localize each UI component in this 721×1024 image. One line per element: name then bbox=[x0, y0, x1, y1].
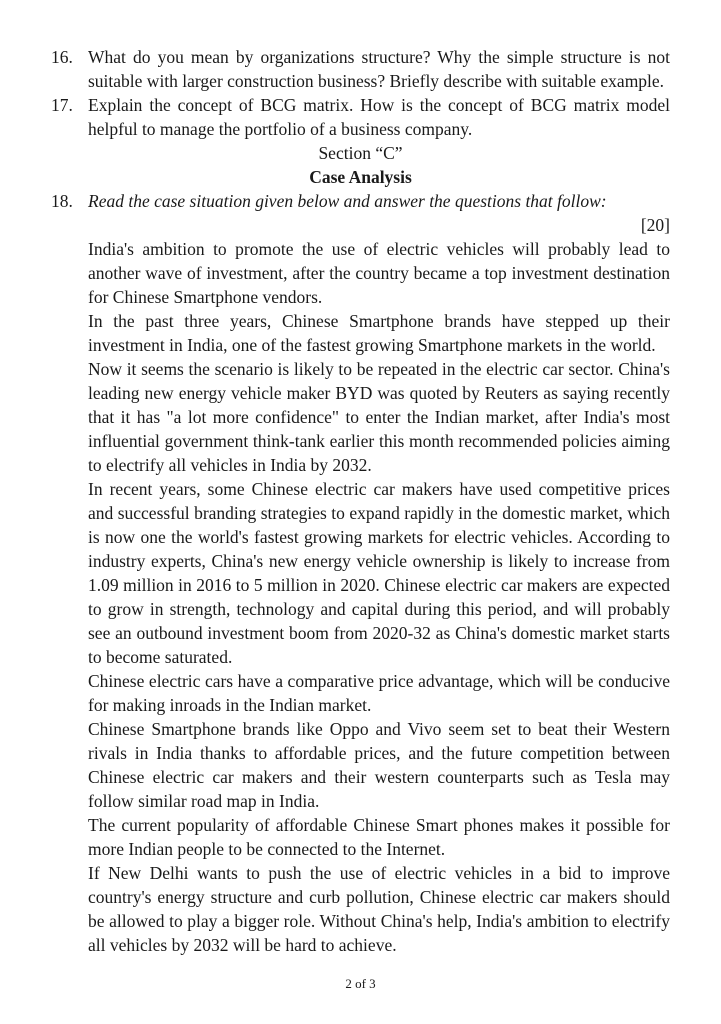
question-number: 17. bbox=[51, 95, 73, 115]
question-item-16 bbox=[51, 45, 670, 93]
section-heading: Section “C” bbox=[318, 143, 403, 163]
case-paragraph: Chinese Smartphone brands like Oppo and Vivo seem set to beat their Western rivals in India thanks to affordable prices, and the future competition between Chinese electric car makers and their western counterparts such as Tesla may follow similar road map in India. bbox=[88, 719, 670, 811]
page-content bbox=[51, 45, 670, 957]
question-number: 16. bbox=[51, 47, 73, 67]
section-subheading: Case Analysis bbox=[309, 167, 412, 187]
case-paragraph: Chinese electric cars have a comparative price advantage, which will be conducive for making inroads in the Indian market. bbox=[88, 671, 670, 715]
case-paragraph: In the past three years, Chinese Smartphone brands have stepped up their investment in India, one of the fastest growing Smartphone markets in the world. bbox=[88, 311, 670, 355]
case-study-body bbox=[88, 237, 670, 957]
question-number: 18. bbox=[51, 191, 73, 211]
case-paragraph: If New Delhi wants to push the use of electric vehicles in a bid to improve country's energy structure and curb pollution, Chinese electric car makers should be allowed to play a bigger role. Without China's help, India's ambition to electrify all vehicles by 2032 will be hard to achieve. bbox=[88, 863, 670, 955]
case-instruction-text: Read the case situation given below and answer the questions that follow: bbox=[88, 191, 607, 211]
case-paragraph: In recent years, some Chinese electric car makers have used competitive prices and successful branding strategies to expand rapidly in the domestic market, which is now one the world's fastest growing markets for electric vehicles. According to industry experts, China's new energy vehicle ownership is likely to increase from 1.09 million in 2016 to 5 million in 2020. Chinese electric car makers are expected to grow in strength, technology and capital during this period, and will probably see an outbound investment boom from 2020-32 as China's domestic market starts to become saturated. bbox=[88, 479, 670, 667]
case-paragraph: India's ambition to promote the use of electric vehicles will probably lead to another wave of investment, after the country became a top investment destination for Chinese Smartphone vendors. bbox=[88, 239, 670, 307]
question-text: Explain the concept of BCG matrix. How is the concept of BCG matrix model helpful to manage the portfolio of a business company. bbox=[88, 95, 670, 139]
case-paragraph: The current popularity of affordable Chinese Smart phones makes it possible for more Indian people to be connected to the Internet. bbox=[88, 815, 670, 859]
marks-badge: [20] bbox=[640, 215, 670, 235]
question-text: What do you mean by organizations structure? Why the simple structure is not suitable with larger construction business? Briefly describe with suitable example. bbox=[88, 47, 670, 91]
question-item-17 bbox=[51, 93, 670, 141]
page-footer: 2 of 3 bbox=[345, 976, 376, 991]
case-paragraph: Now it seems the scenario is likely to be repeated in the electric car sector. China's leading new energy vehicle maker BYD was quoted by Reuters as saying recently that it has "a lot more confidence" to enter the Indian market, after India's most influential government think-tank earlier this month recommended policies aiming to electrify all vehicles in India by 2032. bbox=[88, 359, 670, 475]
question-item-18 bbox=[51, 189, 670, 213]
